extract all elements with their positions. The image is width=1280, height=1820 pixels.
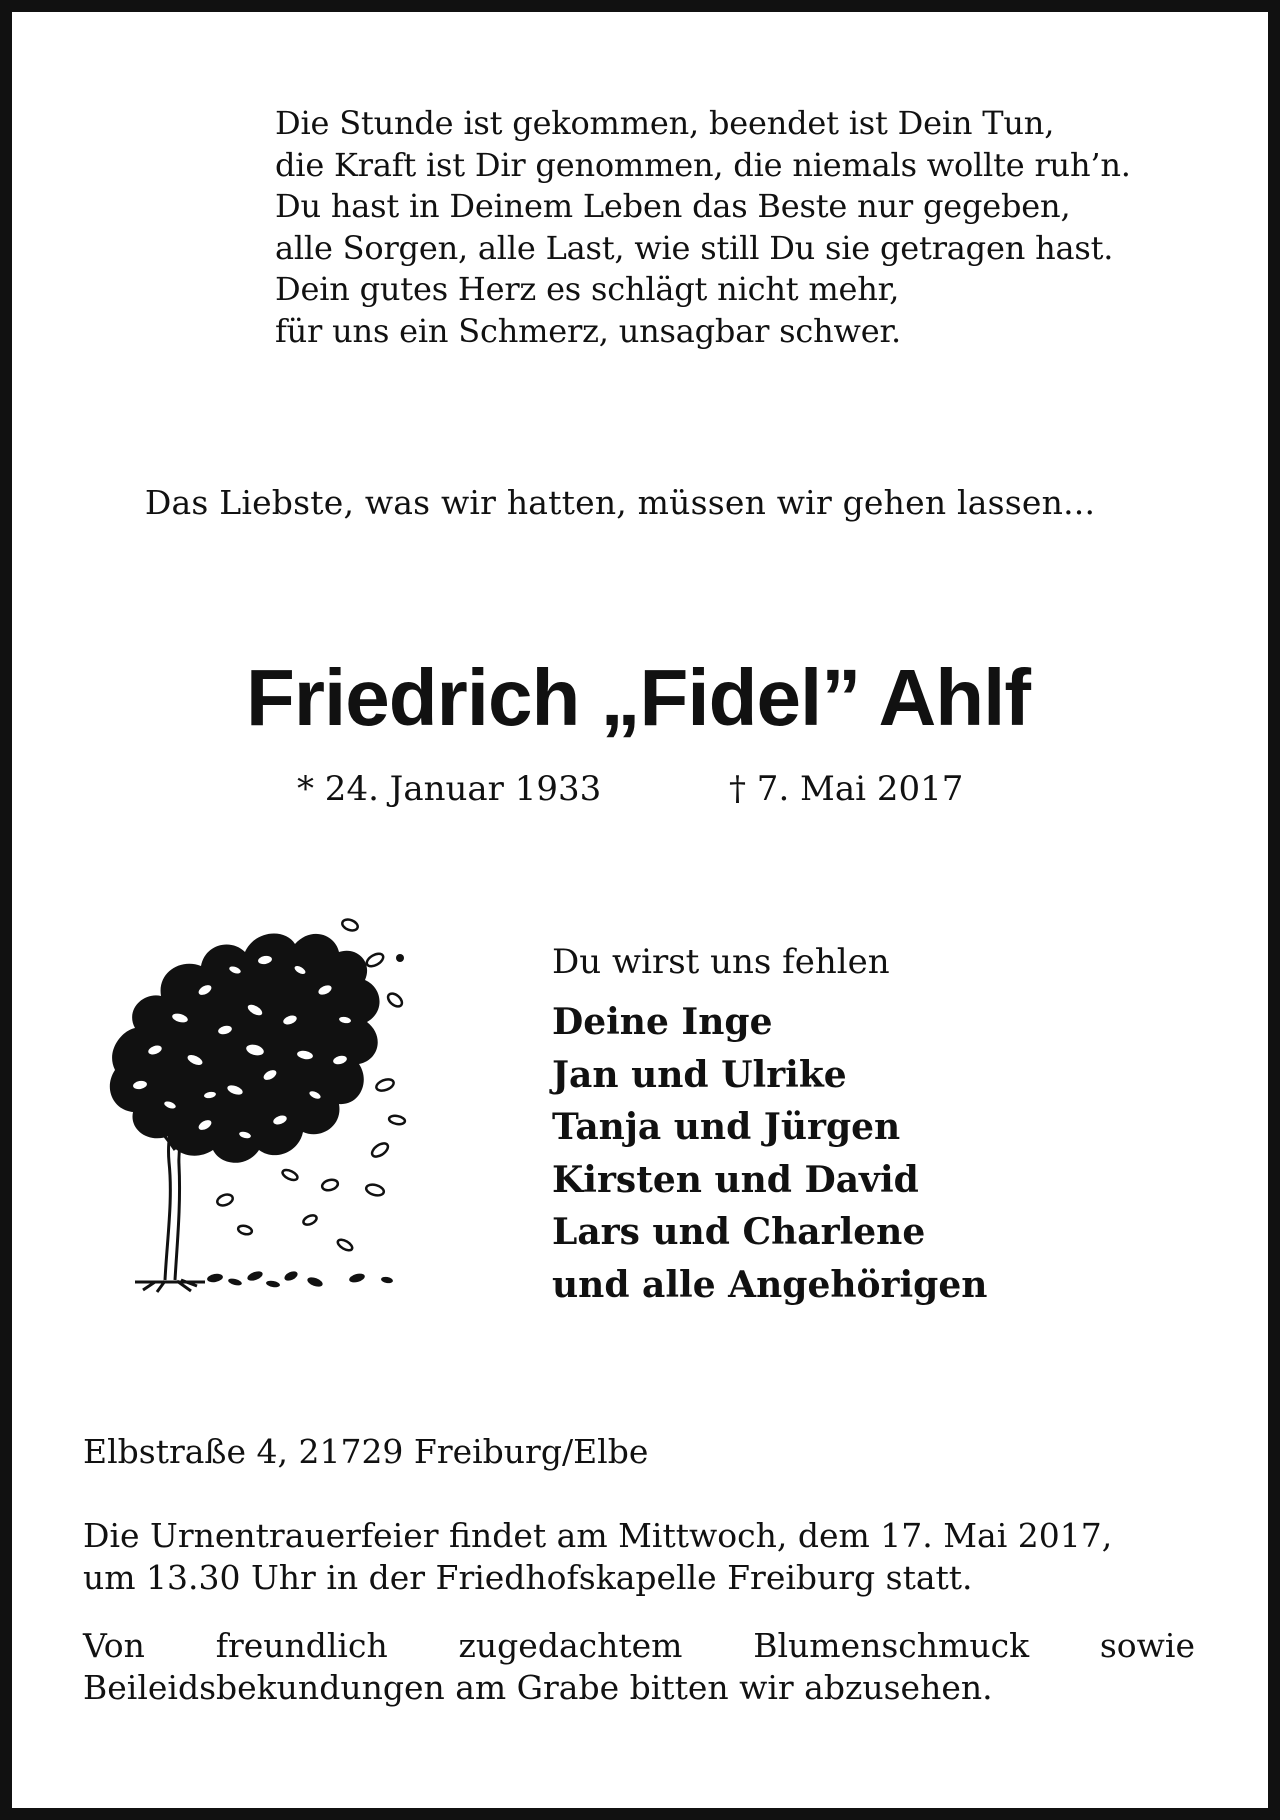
- poem-line: Dein gutes Herz es schlägt nicht mehr,: [275, 270, 900, 308]
- tree-in-wind-icon: [95, 900, 425, 1300]
- mourner-name: Kirsten und David: [552, 1158, 919, 1201]
- tagline: [0, 481, 1280, 525]
- mourner-name: Deine Inge: [552, 1001, 773, 1043]
- mourner-name: Lars und Charlene: [552, 1211, 926, 1253]
- mourner-name: Jan und Ulrike: [552, 1053, 847, 1096]
- poem: [275, 103, 1235, 352]
- poem-line: für uns ein Schmerz, unsagbar schwer.: [275, 311, 901, 350]
- poem-line: Du hast in Deinem Leben das Beste nur gegeben,: [275, 187, 1071, 225]
- ceremony-line: Die Urnentrauerfeier findet am Mittwoch, dem 17. Mai 2017,: [83, 1516, 1113, 1555]
- mourners-block: [552, 940, 1192, 1311]
- mourners-list: [552, 996, 1192, 1311]
- deceased-name: [0, 650, 1280, 746]
- tree-crown: [110, 934, 380, 1163]
- deceased-name-text: Friedrich „Fidel” Ahlf: [246, 653, 1030, 742]
- mourner-name: und alle Angehörigen: [552, 1263, 988, 1306]
- mourners-intro: Du wirst uns fehlen: [552, 942, 890, 982]
- tagline-text: Das Liebste, was wir hatten, müssen wir gehen lassen...: [144, 483, 1096, 522]
- flowers-line: Beileidsbekundungen am Grabe bitten wir abzusehen.: [83, 1668, 993, 1707]
- ceremony-notice: [83, 1515, 1198, 1599]
- flowers-line: Von freundlich zugedachtem Blumenschmuck sowie: [83, 1626, 1195, 1665]
- flowers-notice: [83, 1625, 1195, 1709]
- birth-date: * 24. Januar 1933: [297, 769, 602, 809]
- ceremony-line: um 13.30 Uhr in der Friedhofskapelle Freiburg statt.: [83, 1558, 973, 1597]
- mourner-name: Tanja und Jürgen: [552, 1106, 901, 1148]
- poem-line: alle Sorgen, alle Last, wie still Du sie getragen hast.: [275, 228, 1114, 267]
- poem-line: die Kraft ist Dir genommen, die niemals wollte ruh’n.: [275, 145, 1131, 184]
- family-address: Elbstraße 4, 21729 Freiburg/Elbe: [83, 1432, 649, 1471]
- poem-line: Die Stunde ist gekommen, beendet ist Dein Tun,: [275, 104, 1055, 142]
- death-date: † 7. Mai 2017: [729, 769, 964, 809]
